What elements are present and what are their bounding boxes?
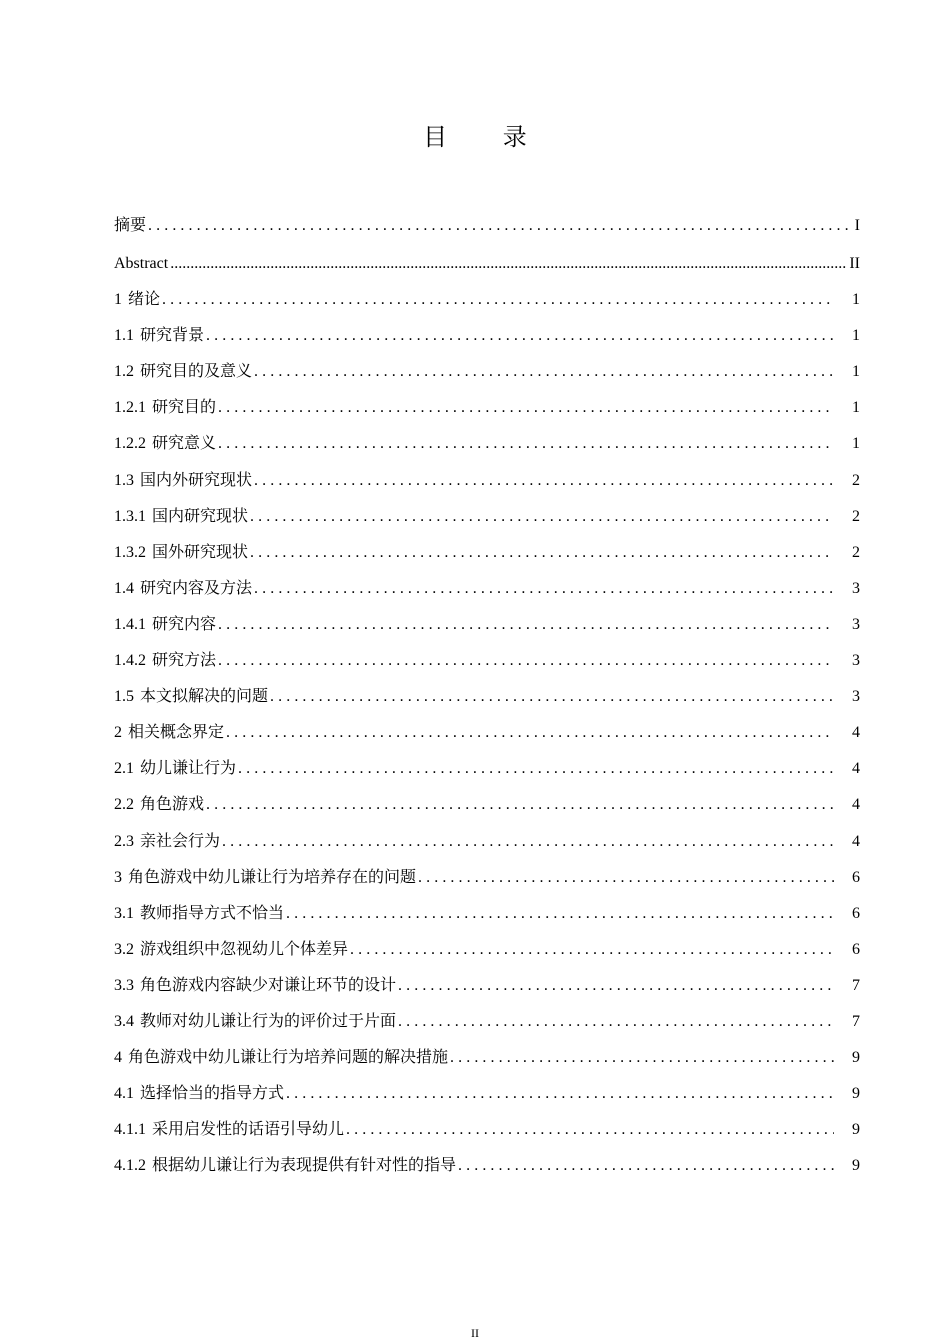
toc-entry-text: 国外研究现状 xyxy=(152,543,249,561)
toc-entry-label xyxy=(114,1148,456,1184)
toc-page-number: 3 xyxy=(852,579,860,597)
toc-page-number: 3 xyxy=(852,615,860,633)
toc-leader xyxy=(346,1112,834,1148)
table-of-contents xyxy=(114,208,860,1184)
toc-leader xyxy=(254,354,834,390)
toc-page-number: 1 xyxy=(852,399,860,417)
toc-entry-text: 国内研究现状 xyxy=(152,507,249,525)
toc-leader xyxy=(450,1040,834,1076)
toc-entry-label xyxy=(114,499,248,535)
toc-page-number: 2 xyxy=(852,471,860,489)
toc-leader xyxy=(250,499,834,535)
toc-entry[interactable] xyxy=(114,499,860,535)
toc-leader xyxy=(162,282,834,318)
toc-entry-text: 研究方法 xyxy=(152,652,217,670)
toc-leader xyxy=(286,1076,834,1112)
toc-page-number: 6 xyxy=(852,868,860,886)
toc-entry-label xyxy=(114,715,224,751)
toc-entry-text: 研究内容 xyxy=(152,615,217,633)
toc-entry-label xyxy=(114,824,220,860)
toc-leader xyxy=(218,607,834,643)
toc-entry-number: 1.4.1 xyxy=(114,615,146,633)
toc-entry-number: 1.4.2 xyxy=(114,652,146,670)
toc-leader xyxy=(250,535,834,571)
toc-entry[interactable] xyxy=(114,208,860,246)
toc-entry-text: 角色游戏 xyxy=(140,796,205,814)
toc-leader xyxy=(254,571,834,607)
toc-entry[interactable] xyxy=(114,1112,860,1148)
toc-entry-text: 绪论 xyxy=(128,291,161,309)
toc-entry-number: 1.5 xyxy=(114,688,134,706)
toc-leader xyxy=(170,246,847,282)
toc-entry-label xyxy=(114,535,248,571)
toc-entry-label xyxy=(114,571,252,607)
toc-entry-text: 研究意义 xyxy=(152,435,217,453)
toc-entry[interactable] xyxy=(114,643,860,679)
page-number-footer: II xyxy=(471,1326,479,1340)
toc-entry-label xyxy=(114,354,252,390)
toc-entry-number: 4.1 xyxy=(114,1085,134,1103)
toc-entry[interactable] xyxy=(114,824,860,860)
toc-page-number: 9 xyxy=(852,1121,860,1139)
toc-entry-label xyxy=(114,1112,344,1148)
toc-entry-number: 1 xyxy=(114,291,122,309)
toc-entry-number: 1.3 xyxy=(114,471,134,489)
toc-entry-label xyxy=(114,787,204,823)
toc-entry[interactable] xyxy=(114,1040,860,1076)
toc-entry-text: 游戏组织中忽视幼儿个体差异 xyxy=(140,940,349,958)
toc-entry-number: 2.1 xyxy=(114,760,134,778)
toc-entry-label xyxy=(114,463,252,499)
toc-entry-text: 亲社会行为 xyxy=(140,832,221,850)
toc-leader xyxy=(418,860,834,896)
toc-entry-text: 选择恰当的指导方式 xyxy=(140,1085,285,1103)
toc-entry-label xyxy=(114,751,236,787)
toc-entry[interactable] xyxy=(114,787,860,823)
toc-leader xyxy=(218,426,834,462)
toc-entry[interactable] xyxy=(114,354,860,390)
toc-entry-label xyxy=(114,390,216,426)
toc-page-number: 7 xyxy=(852,1012,860,1030)
toc-page-number: 4 xyxy=(852,760,860,778)
toc-entry-label xyxy=(114,968,396,1004)
toc-entry[interactable] xyxy=(114,282,860,318)
toc-leader xyxy=(458,1148,834,1184)
toc-entry-text: 研究目的 xyxy=(152,399,217,417)
toc-entry-text: 研究目的及意义 xyxy=(140,363,253,381)
toc-entry-label xyxy=(114,1004,396,1040)
toc-leader xyxy=(218,390,834,426)
toc-entry-number: 1.1 xyxy=(114,327,134,345)
toc-entry[interactable] xyxy=(114,463,860,499)
toc-entry-text: 角色游戏内容缺少对谦让环节的设计 xyxy=(140,976,397,994)
toc-leader xyxy=(206,787,834,823)
toc-leader xyxy=(254,463,834,499)
toc-entry-number: 1.3.1 xyxy=(114,507,146,525)
toc-entry-number: 1.2.2 xyxy=(114,435,146,453)
toc-page-number: 4 xyxy=(852,796,860,814)
toc-entry-text: 根据幼儿谦让行为表现提供有针对性的指导 xyxy=(152,1157,457,1175)
toc-entry[interactable] xyxy=(114,318,860,354)
toc-entry-text: 研究内容及方法 xyxy=(140,579,253,597)
toc-leader xyxy=(222,824,834,860)
toc-leader xyxy=(218,643,834,679)
toc-page-number: 3 xyxy=(852,688,860,706)
toc-entry[interactable] xyxy=(114,535,860,571)
toc-leader xyxy=(398,1004,834,1040)
toc-entry[interactable] xyxy=(114,932,860,968)
toc-entry[interactable] xyxy=(114,426,860,462)
toc-entry-number: 3.2 xyxy=(114,940,134,958)
toc-entry[interactable] xyxy=(114,896,860,932)
toc-entry-text: 教师对幼儿谦让行为的评价过于片面 xyxy=(140,1012,397,1030)
toc-page-number: 3 xyxy=(852,652,860,670)
toc-entry[interactable] xyxy=(114,1004,860,1040)
toc-entry-text: 角色游戏中幼儿谦让行为培养问题的解决措施 xyxy=(128,1049,449,1067)
toc-page-number: 7 xyxy=(852,976,860,994)
toc-entry[interactable] xyxy=(114,390,860,426)
toc-leader xyxy=(238,751,834,787)
toc-page-number: 4 xyxy=(852,832,860,850)
toc-page-number: 9 xyxy=(852,1085,860,1103)
toc-entry[interactable] xyxy=(114,968,860,1004)
toc-leader xyxy=(350,932,834,968)
toc-page-number: 6 xyxy=(852,940,860,958)
toc-entry[interactable] xyxy=(114,751,860,787)
toc-page-number: II xyxy=(849,255,860,272)
toc-entry-label xyxy=(114,318,204,354)
toc-entry-text: 幼儿谦让行为 xyxy=(140,760,237,778)
toc-entry-label xyxy=(114,860,416,896)
toc-leader xyxy=(270,679,834,715)
toc-page-number: 1 xyxy=(852,363,860,381)
toc-entry-text: 教师指导方式不恰当 xyxy=(140,904,285,922)
toc-page-number: 1 xyxy=(852,291,860,309)
toc-entry-text: 本文拟解决的问题 xyxy=(140,688,269,706)
toc-entry-number: 4 xyxy=(114,1049,122,1067)
toc-page-number: 9 xyxy=(852,1157,860,1175)
toc-entry-text: 摘要 xyxy=(114,217,147,234)
toc-entry-text: 角色游戏中幼儿谦让行为培养存在的问题 xyxy=(128,868,417,886)
toc-entry[interactable] xyxy=(114,679,860,715)
toc-entry[interactable] xyxy=(114,1076,860,1112)
toc-entry-label xyxy=(114,1040,448,1076)
toc-entry-number: 2.3 xyxy=(114,832,134,850)
toc-entry-number: 1.3.2 xyxy=(114,543,146,561)
page-title: 目 录 xyxy=(423,123,551,151)
toc-page-number: 9 xyxy=(852,1049,860,1067)
toc-entry-number: 4.1.2 xyxy=(114,1157,146,1175)
toc-page-number: 2 xyxy=(852,543,860,561)
toc-entry[interactable] xyxy=(114,860,860,896)
toc-entry-text: 相关概念界定 xyxy=(128,724,225,742)
toc-entry[interactable] xyxy=(114,607,860,643)
toc-entry-number: 2 xyxy=(114,724,122,742)
toc-leader xyxy=(226,715,834,751)
toc-entry-number: 2.2 xyxy=(114,796,134,814)
toc-entry-label xyxy=(114,932,348,968)
toc-entry-number: 1.2 xyxy=(114,363,134,381)
toc-entry-text: 国内外研究现状 xyxy=(140,471,253,489)
toc-entry-label xyxy=(114,208,146,244)
toc-entry[interactable] xyxy=(114,715,860,751)
toc-page-number: 2 xyxy=(852,507,860,525)
toc-entry-label xyxy=(114,643,216,679)
toc-page-number: I xyxy=(854,217,860,234)
toc-entry-label xyxy=(114,426,216,462)
toc-entry-number: 4.1.1 xyxy=(114,1121,146,1139)
toc-entry-number: 3.4 xyxy=(114,1012,134,1030)
toc-entry[interactable] xyxy=(114,1148,860,1184)
toc-entry-text: 采用启发性的话语引导幼儿 xyxy=(152,1121,345,1139)
toc-entry-number: 3.3 xyxy=(114,976,134,994)
toc-leader xyxy=(148,208,848,244)
toc-entry-label xyxy=(114,1076,284,1112)
toc-page-number: 4 xyxy=(852,724,860,742)
toc-entry-number: 1.4 xyxy=(114,579,134,597)
toc-entry[interactable] xyxy=(114,246,860,282)
toc-leader xyxy=(286,896,834,932)
toc-leader xyxy=(206,318,834,354)
toc-entry-text: Abstract xyxy=(114,255,169,272)
toc-entry-label xyxy=(114,896,284,932)
toc-leader xyxy=(398,968,834,1004)
toc-page-number: 6 xyxy=(852,904,860,922)
toc-entry-number: 3 xyxy=(114,868,122,886)
toc-entry-label xyxy=(114,607,216,643)
toc-entry-label xyxy=(114,679,268,715)
toc-entry-number: 1.2.1 xyxy=(114,399,146,417)
toc-entry-label xyxy=(114,246,168,282)
toc-page-number: 1 xyxy=(852,327,860,345)
toc-page-number: 1 xyxy=(852,435,860,453)
toc-entry-label xyxy=(114,282,160,318)
toc-entry-number: 3.1 xyxy=(114,904,134,922)
toc-entry[interactable] xyxy=(114,571,860,607)
toc-entry-text: 研究背景 xyxy=(140,327,205,345)
